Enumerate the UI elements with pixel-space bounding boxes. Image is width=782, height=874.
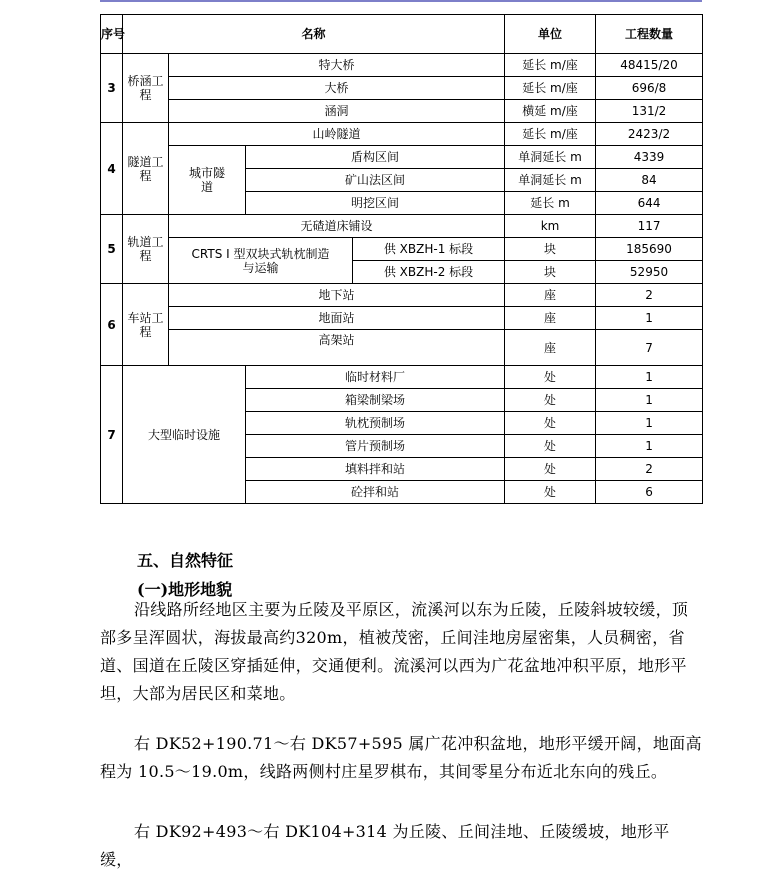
page-top-rule <box>100 0 702 2</box>
item-name: 山岭隧道 <box>169 123 505 146</box>
group-number: 3 <box>101 54 123 123</box>
table-row <box>101 307 703 330</box>
subgroup-label: 城市隧道 <box>169 146 246 215</box>
item-name: 特大桥 <box>169 54 505 77</box>
item-unit: 处 <box>505 435 596 458</box>
item-qty: 1 <box>596 412 703 435</box>
item-unit: 延长 m <box>505 192 596 215</box>
table-row <box>101 238 703 261</box>
group-category: 大型临时设施 <box>123 366 246 504</box>
item-qty: 131/2 <box>596 100 703 123</box>
group-category: 轨道工程 <box>123 215 169 284</box>
item-name: 供 XBZH-1 标段 <box>353 238 505 261</box>
item-name: 管片预制场 <box>246 435 505 458</box>
subgroup-label: CRTS I 型双块式轨枕制造与运输 <box>169 238 353 284</box>
item-unit: 延长 m/座 <box>505 54 596 77</box>
item-name: 箱梁制梁场 <box>246 389 505 412</box>
paragraph: 右 DK92+493～右 DK104+314 为丘陵、丘间洼地、丘陵缓坡，地形平缓， <box>100 822 670 869</box>
item-unit: 处 <box>505 366 596 389</box>
item-name: 砼拌和站 <box>246 481 505 504</box>
group-category: 车站工程 <box>123 284 169 366</box>
item-qty: 1 <box>596 366 703 389</box>
table-row <box>101 215 703 238</box>
item-qty: 1 <box>596 307 703 330</box>
table-header-row <box>101 15 703 54</box>
item-unit: 处 <box>505 412 596 435</box>
item-name: 盾构区间 <box>246 146 505 169</box>
table-row <box>101 146 703 169</box>
item-unit: 处 <box>505 481 596 504</box>
paragraph: 右 DK52+190.71～右 DK57+595 属广花冲积盆地，地形平缓开阔，地面高程为 10.5～19.0m，线路两侧村庄星罗棋布，其间零星分布近北东向的残丘。 <box>100 734 702 781</box>
paragraph: 沿线路所经地区主要为丘陵及平原区，流溪河以东为丘陵，丘陵斜坡较缓，顶部多呈浑圆状，海拔最高约320m，植被茂密，丘间洼地房屋密集，人员稠密，省道、国道在丘陵区穿插延伸，交通便利。流溪河以西为广花盆地冲积平原，地形平坦，大部为居民区和菜地。 <box>100 600 689 703</box>
item-name: 填料拌和站 <box>246 458 505 481</box>
item-unit: 横延 m/座 <box>505 100 596 123</box>
item-qty: 2423/2 <box>596 123 703 146</box>
group-number: 6 <box>101 284 123 366</box>
item-qty: 117 <box>596 215 703 238</box>
group-category: 桥涵工程 <box>123 54 169 123</box>
item-qty: 48415/20 <box>596 54 703 77</box>
item-qty: 644 <box>596 192 703 215</box>
header-seq: 序号 <box>101 15 123 54</box>
group-number: 4 <box>101 123 123 215</box>
item-name: 地下站 <box>169 284 505 307</box>
header-name: 名称 <box>123 15 505 54</box>
item-qty: 185690 <box>596 238 703 261</box>
item-qty: 2 <box>596 284 703 307</box>
item-name: 明挖区间 <box>246 192 505 215</box>
item-unit: 单洞延长 m <box>505 146 596 169</box>
item-unit: 块 <box>505 238 596 261</box>
header-unit: 单位 <box>505 15 596 54</box>
item-unit: 处 <box>505 389 596 412</box>
item-name: 矿山法区间 <box>246 169 505 192</box>
item-unit: 处 <box>505 458 596 481</box>
item-unit: 座 <box>505 284 596 307</box>
item-qty: 84 <box>596 169 703 192</box>
engineering-quantity-table <box>100 14 703 504</box>
item-unit: 延长 m/座 <box>505 123 596 146</box>
item-name: 无碴道床铺设 <box>169 215 505 238</box>
item-name: 高架站 <box>169 330 505 366</box>
group-number: 5 <box>101 215 123 284</box>
item-qty: 2 <box>596 458 703 481</box>
item-qty: 7 <box>596 330 703 366</box>
item-unit: 座 <box>505 330 596 366</box>
table-row <box>101 54 703 77</box>
item-unit: 延长 m/座 <box>505 77 596 100</box>
item-name: 供 XBZH-2 标段 <box>353 261 505 284</box>
item-qty: 4339 <box>596 146 703 169</box>
table-row <box>101 284 703 307</box>
item-qty: 696/8 <box>596 77 703 100</box>
item-qty: 6 <box>596 481 703 504</box>
item-qty: 1 <box>596 389 703 412</box>
item-name: 地面站 <box>169 307 505 330</box>
table-row <box>101 366 703 389</box>
item-unit: km <box>505 215 596 238</box>
section-heading: 五、自然特征 <box>137 551 234 570</box>
item-unit: 单洞延长 m <box>505 169 596 192</box>
item-qty: 52950 <box>596 261 703 284</box>
group-category: 隧道工程 <box>123 123 169 215</box>
item-unit: 块 <box>505 261 596 284</box>
item-name: 轨枕预制场 <box>246 412 505 435</box>
table-row <box>101 123 703 146</box>
table-row <box>101 330 703 366</box>
item-name: 临时材料厂 <box>246 366 505 389</box>
subsection-heading: (一)地形地貌 <box>137 580 233 599</box>
group-number: 7 <box>101 366 123 504</box>
item-name: 涵洞 <box>169 100 505 123</box>
item-name: 大桥 <box>169 77 505 100</box>
item-unit: 座 <box>505 307 596 330</box>
table-row <box>101 100 703 123</box>
item-qty: 1 <box>596 435 703 458</box>
table-row <box>101 77 703 100</box>
header-qty: 工程数量 <box>596 15 703 54</box>
